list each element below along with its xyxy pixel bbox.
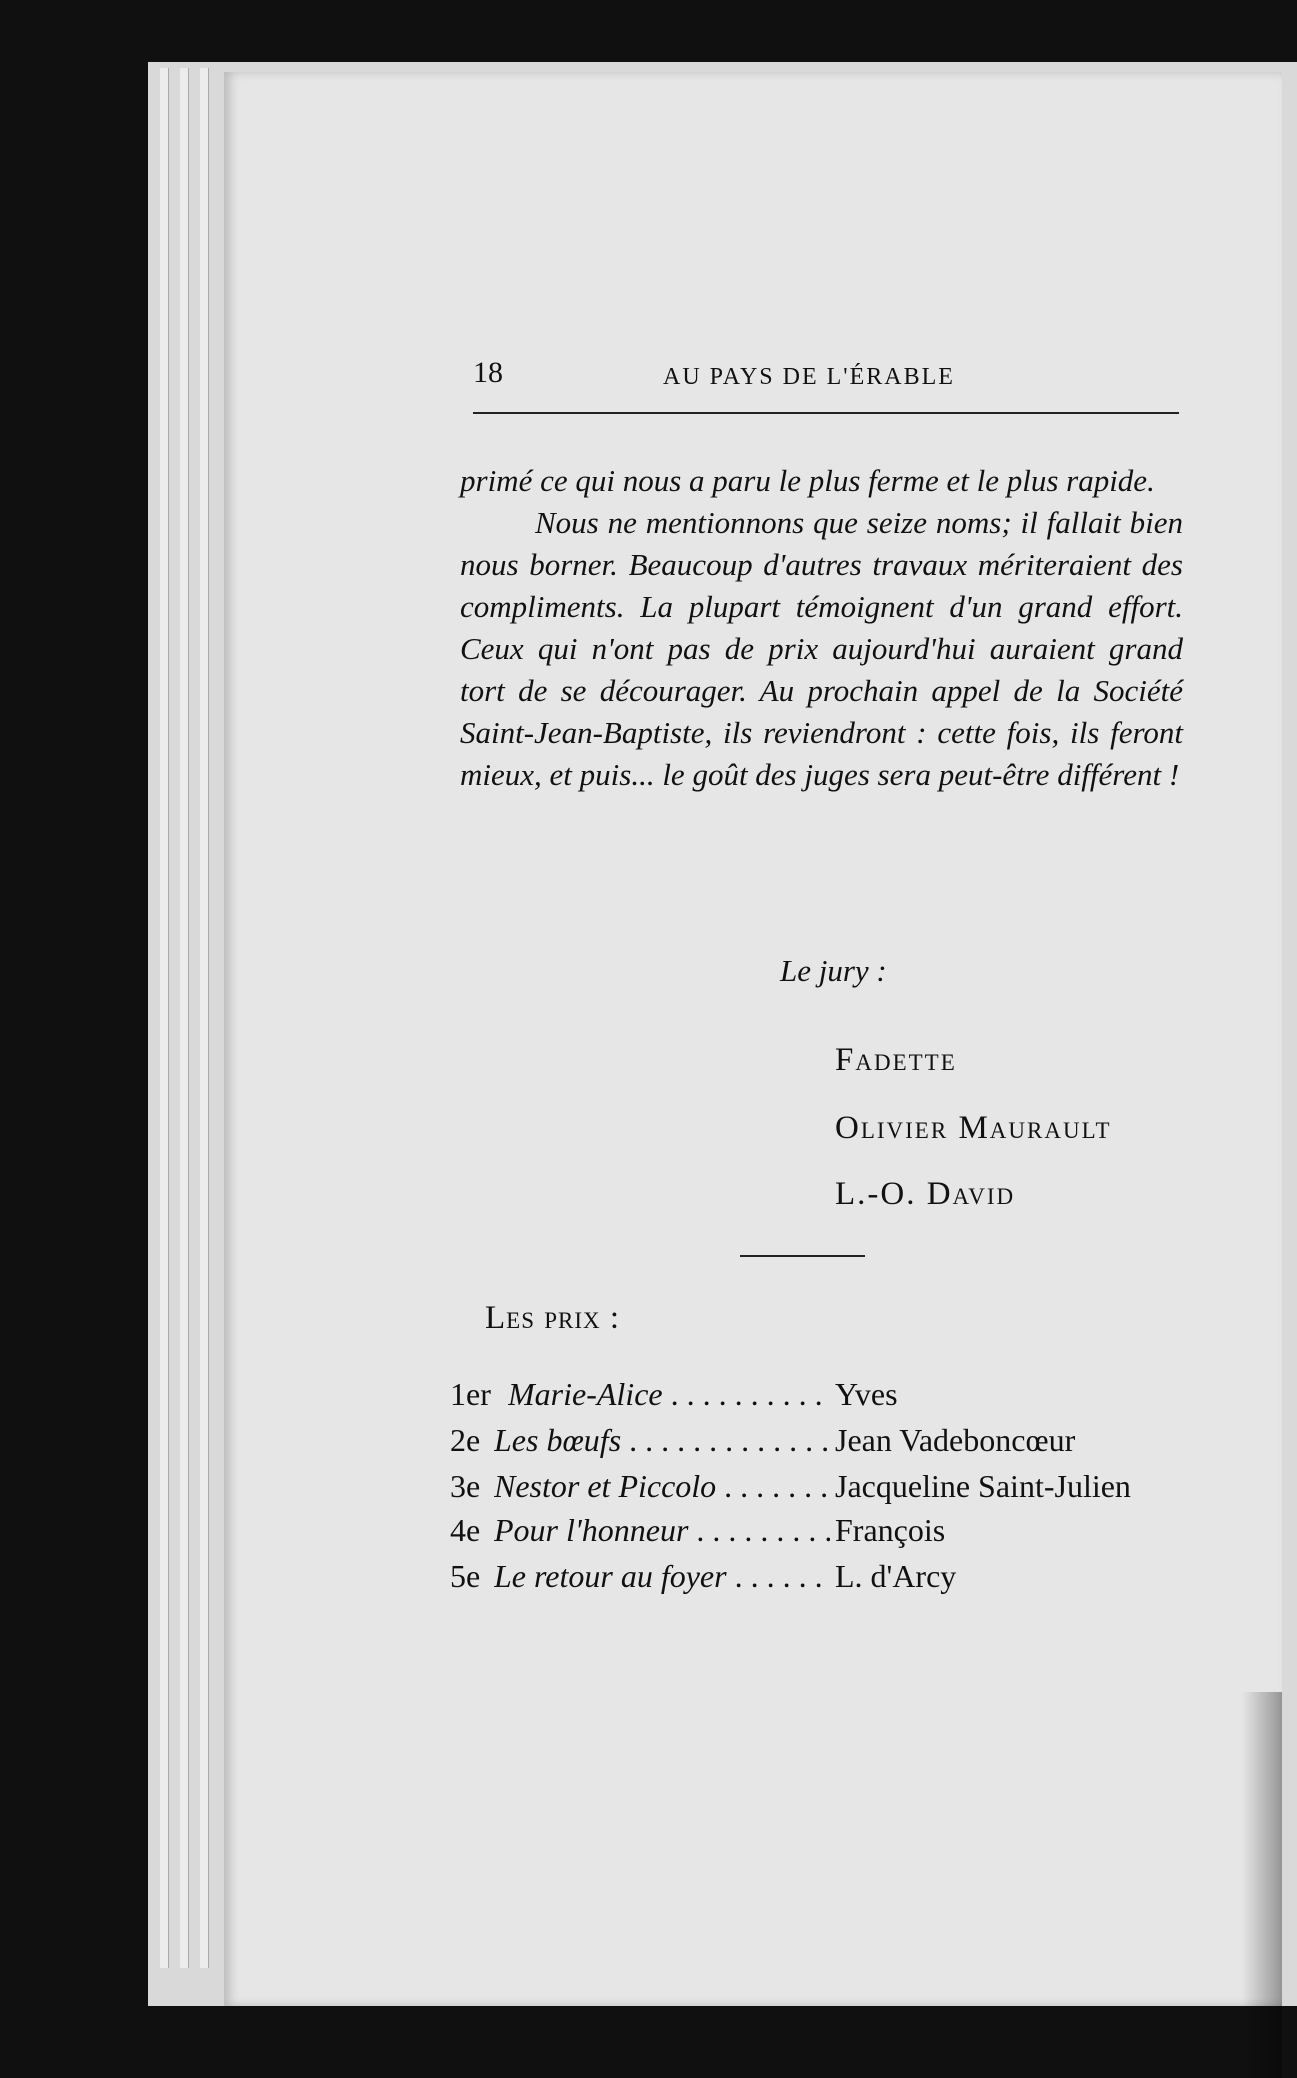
prize-title: Les bœufs . . . <box>494 1422 830 1459</box>
prize-row <box>450 1422 1170 1468</box>
prize-rank: 2e <box>450 1422 481 1458</box>
page-shadow <box>1242 1692 1282 2078</box>
prize-row <box>450 1468 1170 1514</box>
prize-rank: 3e <box>450 1468 481 1504</box>
prize-title: Nestor et Piccolo . . . <box>494 1468 830 1505</box>
jury-member: Fadette <box>835 1042 957 1078</box>
prize-title: Marie-Alice . . . <box>508 1376 830 1413</box>
jury-member: Olivier Maurault <box>835 1110 1112 1146</box>
prize-title: Le retour au foyer . . . <box>494 1558 830 1595</box>
prize-title: Pour l'honneur . . . <box>494 1512 830 1549</box>
prize-rank: 1er <box>450 1376 491 1412</box>
prize-rank: 5e <box>450 1558 481 1594</box>
paragraph: Nous ne mentionnons que seize noms; il fallait bien nous borner. Beaucoup d'autres travaux mériteraient des compliments. La plupart témoignent d'un grand effort. Ceux qui n'ont pas de prix aujourd'hui auraient grand tort de se décourager. Au prochain appel de la Société Saint-Jean-Baptiste, ils reviendront : cette fois, ils feront mieux, et puis... le goût des juges sera peut-être différent ! <box>460 505 1183 792</box>
page-number: 18 <box>473 356 503 389</box>
prize-row <box>450 1558 1170 1604</box>
section-divider <box>740 1255 865 1257</box>
body-text <box>460 460 1183 796</box>
page-edge <box>200 68 209 1968</box>
prize-winner: L. d'Arcy <box>835 1558 957 1594</box>
header-rule <box>473 412 1179 414</box>
running-title: AU PAYS DE L'ÉRABLE <box>663 364 955 390</box>
page-edge <box>160 68 169 1968</box>
page-edge <box>180 68 189 1968</box>
prizes-heading: Les prix : <box>485 1300 621 1336</box>
prize-winner: François <box>835 1512 946 1548</box>
prize-winner: Yves <box>835 1376 898 1412</box>
prize-winner: Jean Vadeboncœur <box>835 1422 1076 1458</box>
paragraph: primé ce qui nous a paru le plus ferme et le plus rapide. <box>460 463 1155 498</box>
jury-label: Le jury : <box>780 953 887 988</box>
jury-member: L.-O. David <box>835 1176 1016 1212</box>
prize-row <box>450 1376 1170 1422</box>
running-head <box>473 356 1183 396</box>
prize-winner: Jacqueline Saint-Julien <box>835 1468 1131 1504</box>
prize-rank: 4e <box>450 1512 481 1548</box>
prize-row <box>450 1512 1170 1558</box>
